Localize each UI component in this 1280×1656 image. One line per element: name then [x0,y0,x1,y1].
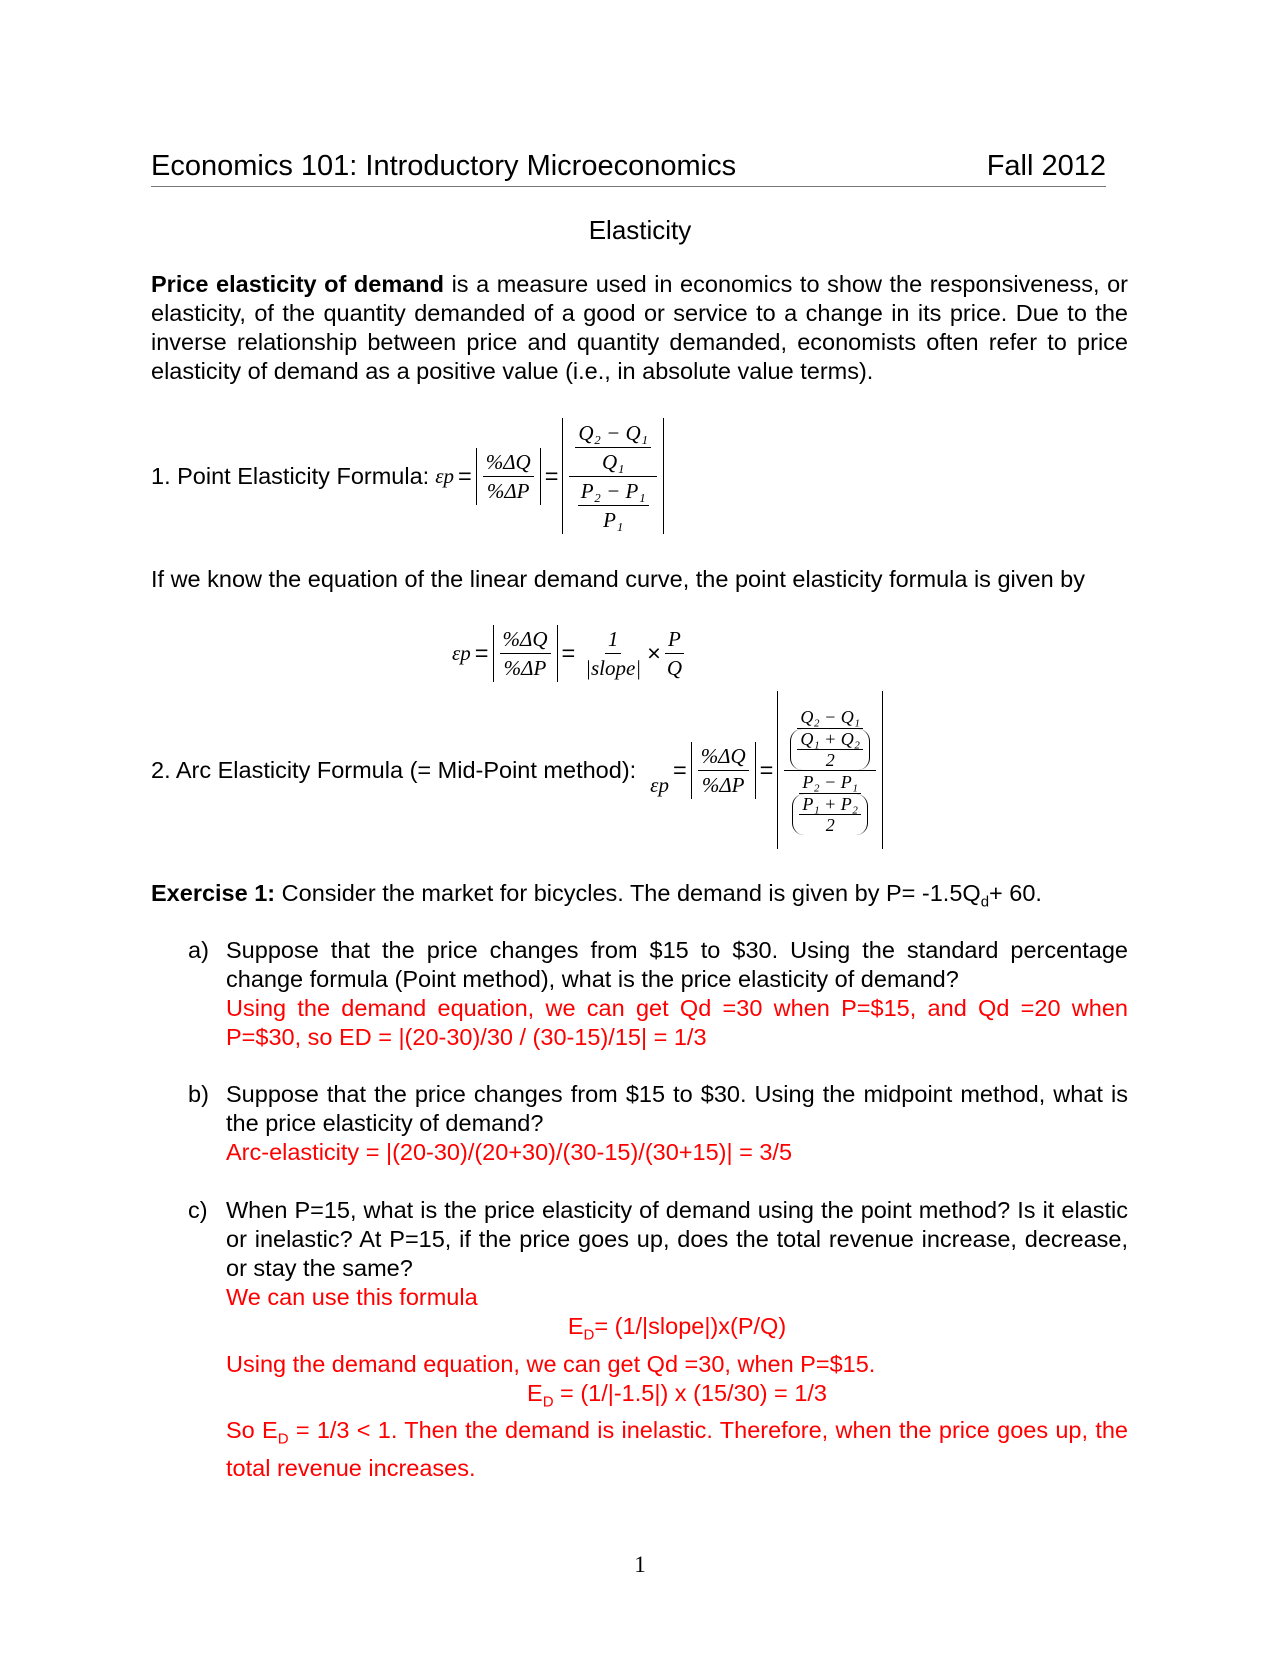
d: D [583,1326,595,1344]
linear-demand-text: If we know the equation of the linear demand curve, the point elasticity formula is given by [151,566,1085,592]
exercise-tail: + 60. [989,880,1042,906]
intro-text: is a measure used in economics to show the responsiveness, or elasticity, of the quantity demanded of a good or service to a change in its price. Due to the inverse relationship between price and quantity demanded, economists often refer to price elasticity of demand as a positive value (i.e., in absolute value terms). [151,271,1128,384]
question-label: b) [188,1081,209,1107]
answer-text: Arc-elasticity = |(20-30)/(20+30)/(30-15)/(30+15)| = 3/5 [226,1139,793,1165]
d: D [542,1393,554,1411]
intro-paragraph [151,270,1128,386]
num: Q₂ − Q₁ [575,419,651,448]
answer-text: Using the demand equation, we can get Qd =30 when P=$15, and Qd =20 when P=$30, so ED = |(20-30)/30 / (30-15)/15| = 1/3 [226,995,1128,1050]
arc-elasticity-formula [151,690,883,850]
num: P₂ − P₁ [578,477,649,506]
epsilon-sub: p [658,772,669,797]
num: Q₂ − Q₁ [797,706,863,729]
num: P₁ + P₂ [799,794,861,815]
so-e: So E [226,1417,278,1444]
answer-formula [226,1312,1128,1350]
course-title: Economics 101: Introductory Microeconomics [151,150,737,182]
num: %ΔQ [698,742,749,771]
equals: = [457,462,472,489]
formula2-label: 2. Arc Elasticity Formula (= Mid-Point method): [151,756,637,783]
question-text: When P=15, what is the price elasticity of demand using the point method? Is it elastic or inelastic? At P=15, if the price goes up, does the total revenue increase, decrease, or stay the same? [226,1197,1128,1281]
den: 2 [825,814,835,835]
e: E [527,1379,543,1406]
num: Q₁ + Q₂ [797,729,863,750]
den: %ΔP [486,478,530,503]
num: 1 [605,625,622,654]
epsilon: ε [435,463,444,488]
question-label: c) [188,1197,208,1223]
den: %ΔP [701,772,745,797]
answer-line: Using the demand equation, we can get Qd =30, when P=$15. [226,1350,876,1377]
question-text: Suppose that the price changes from $15 to $30. Using the midpoint method, what is the price elasticity of demand? [226,1081,1128,1136]
intro-term: Price elasticity of demand [151,271,445,297]
page-title: Elasticity [588,215,692,245]
question-a [188,936,1128,1052]
equals: = [672,756,687,783]
e: E [567,1313,584,1339]
equals: = [474,640,489,666]
equals: = [759,756,774,783]
epsilon: ε [452,641,461,665]
page-number: 1 [634,1552,646,1577]
answer-conclusion [226,1416,1128,1483]
question-label: a) [188,937,209,963]
linear-elasticity-formula [452,625,688,682]
num: P [665,625,684,654]
den: P₁ [603,507,624,532]
den: 2 [825,749,835,770]
answer-calc [226,1379,1128,1417]
point-elasticity-formula [151,417,664,535]
equals: = [561,640,576,666]
formula1-label: 1. Point Elasticity Formula: [151,462,430,489]
epsilon: ε [650,772,659,797]
conclusion-text: = 1/3 < 1. Then the demand is inelastic. Therefore, when the price goes up, the total revenue increases. [226,1417,1128,1482]
exercise-label: Exercise 1: [151,880,276,906]
equals: = [544,462,559,489]
num: %ΔQ [500,625,551,654]
exercise-sub: d [980,893,990,911]
term: Fall 2012 [986,150,1106,182]
question-c [188,1196,1128,1483]
exercise-text: Consider the market for bicycles. The demand is given by P= -1.5Q [275,880,981,906]
d: D [277,1431,289,1449]
den: %ΔP [503,656,547,680]
num: %ΔQ [483,448,534,477]
num: P₂ − P₁ [799,771,861,794]
epsilon-sub: p [460,641,471,665]
exercise-statement [151,879,1128,917]
answer-line: We can use this formula [226,1284,478,1310]
den: |slope| [585,656,642,680]
question-text: Suppose that the price changes from $15 to $30. Using the standard percentage change formula (Point method), what is the price elasticity of demand? [226,937,1128,992]
den: Q [666,656,683,680]
header [151,150,1106,187]
formula-text: = (1/|slope|)x(P/Q) [594,1313,787,1339]
calc-text: = (1/|-1.5|) x (15/30) = 1/3 [553,1379,827,1406]
question-b [188,1080,1128,1167]
times: × [647,640,661,666]
epsilon-sub: p [443,463,454,488]
den: Q₁ [601,449,625,474]
